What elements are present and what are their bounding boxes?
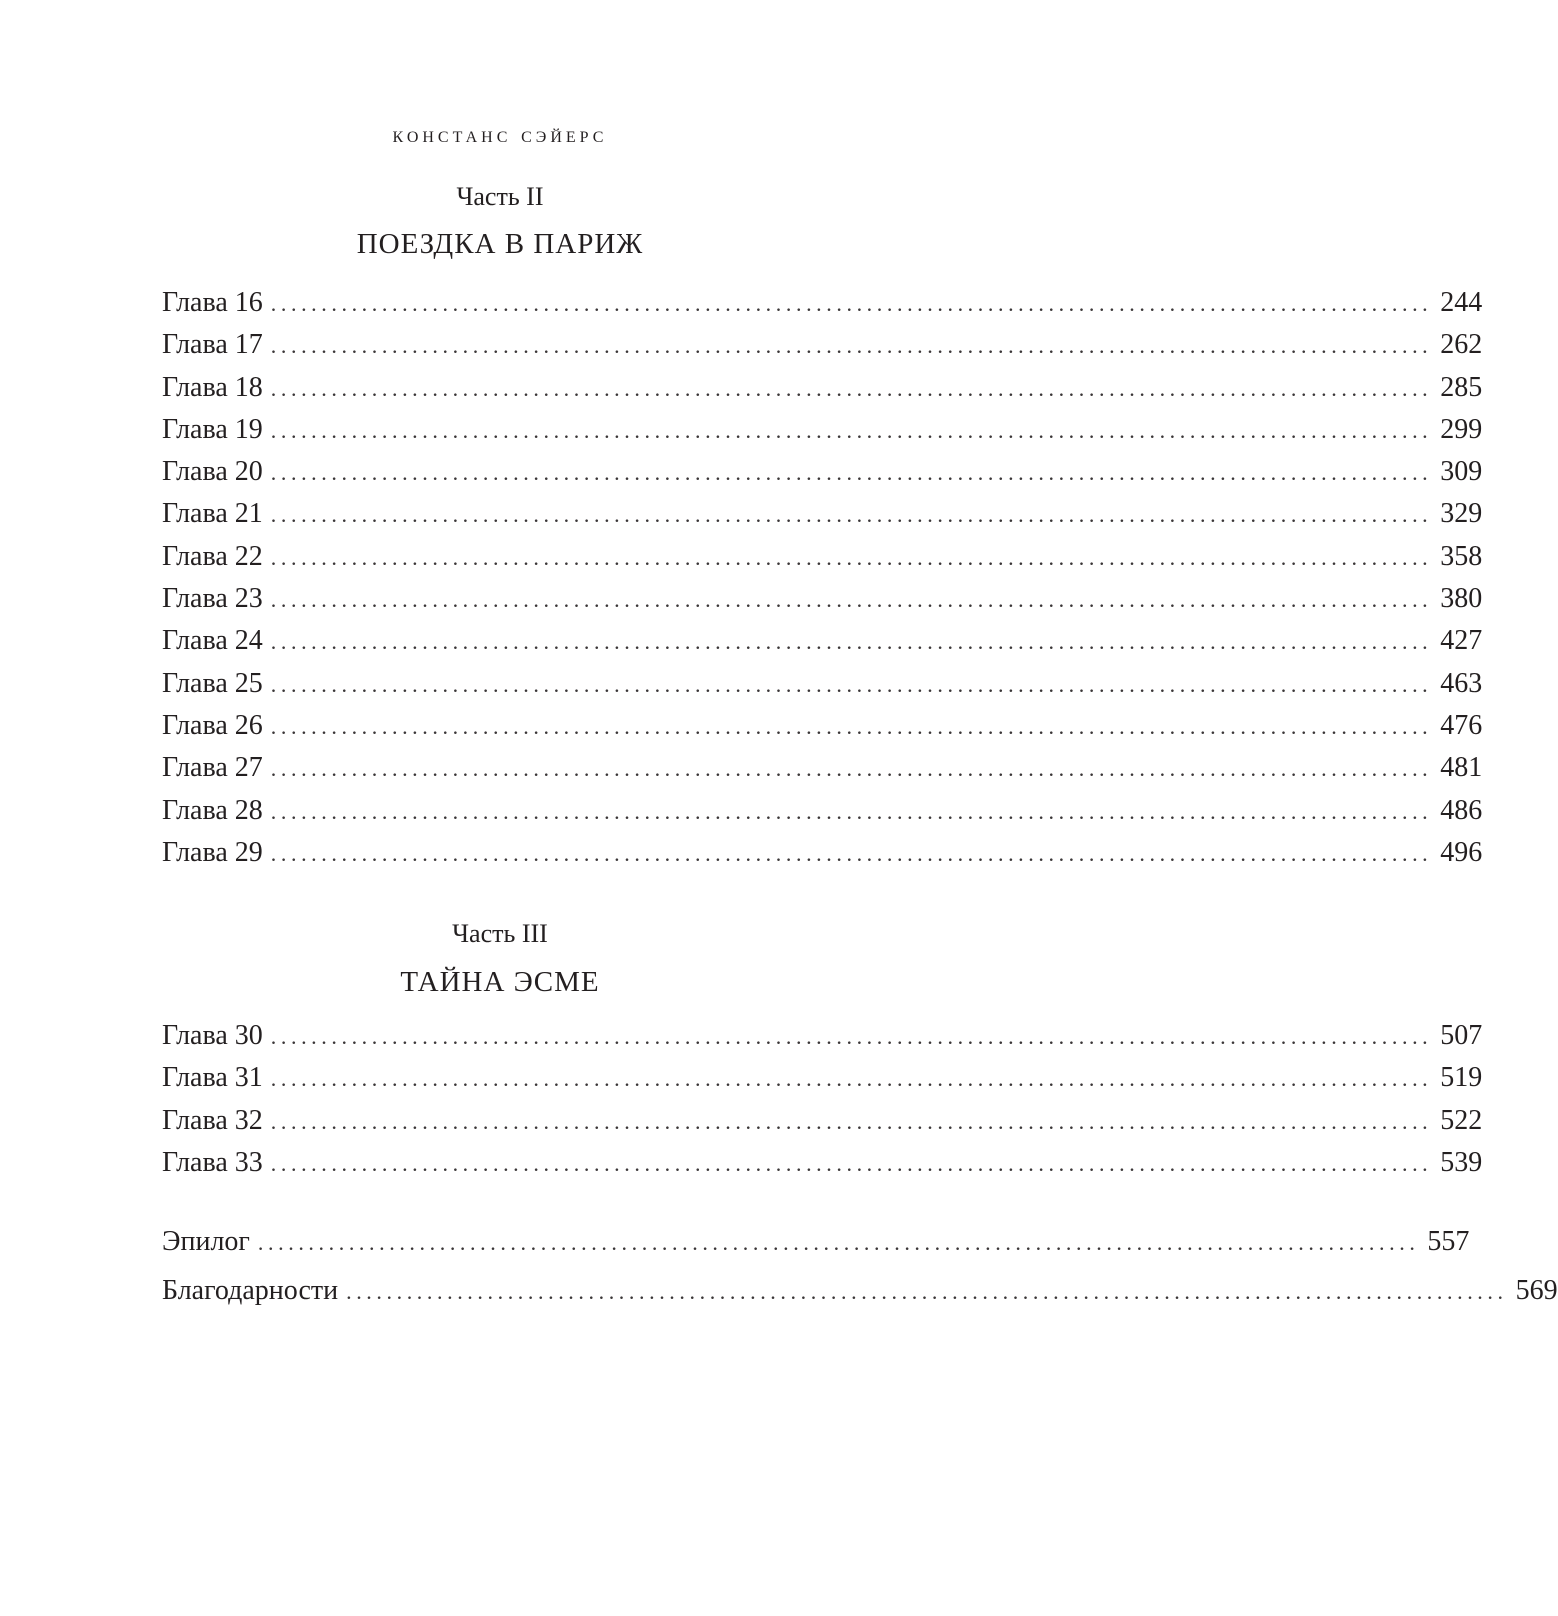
page-number: 309 [1440,456,1483,488]
dot-leader: ................................................................................................................... [270,417,1433,443]
page-number: 481 [1440,752,1483,784]
chapter-label: Глава 29 [162,836,263,868]
chapter-label: Глава 33 [162,1146,263,1178]
page-number: 299 [1440,413,1483,445]
toc-entry[interactable] [162,1057,1483,1099]
page-number: 285 [1440,371,1483,403]
chapter-label: Глава 24 [162,625,263,657]
dot-leader: ................................................................................................................... [257,1230,1420,1255]
toc-entry[interactable] [162,409,1483,451]
back-matter-toc-list [162,1217,1558,1315]
dot-leader: ................................................................................................................... [270,1108,1433,1134]
page-number: 380 [1440,583,1483,615]
chapter-label: Глава 17 [162,329,263,361]
toc-entry[interactable] [162,578,1483,620]
page-number: 262 [1440,329,1483,361]
chapter-label: Глава 26 [162,709,263,741]
dot-leader: ................................................................................................................... [270,840,1433,866]
toc-entry[interactable] [162,832,1483,874]
page-number: 463 [1440,667,1483,699]
toc-entry[interactable] [162,663,1483,705]
toc-entry[interactable] [162,324,1483,366]
dot-leader: ................................................................................................................... [346,1279,1508,1304]
page-number: 329 [1440,498,1483,530]
toc-entry[interactable] [162,282,1483,324]
chapter-label: Глава 23 [162,583,263,615]
page-number: 522 [1440,1104,1483,1136]
chapter-label: Глава 27 [162,752,263,784]
dot-leader: ................................................................................................................... [270,502,1433,528]
chapter-label: Глава 30 [162,1020,263,1051]
page-number: 486 [1440,794,1483,826]
page-number: 496 [1440,836,1483,868]
chapter-label: Глава 21 [162,498,263,530]
part-3-toc-list [162,1015,1483,1184]
toc-entry[interactable] [162,1015,1483,1057]
toc-entry-acknowledgements[interactable] [162,1266,1558,1315]
page-number: 539 [1440,1146,1483,1178]
dot-leader: ................................................................................................................... [270,333,1433,359]
page-number: 557 [1427,1226,1470,1257]
dot-leader: ................................................................................................................... [270,375,1433,401]
toc-entry[interactable] [162,451,1483,493]
part-2-title: ПОЕЗДКА В ПАРИЖ [356,228,644,260]
dot-leader: ................................................................................................................... [270,756,1433,782]
page-number: 476 [1440,709,1483,741]
page-number: 507 [1440,1020,1483,1051]
dot-leader: ................................................................................................................... [270,629,1433,655]
chapter-label: Глава 19 [162,413,263,445]
dot-leader: ................................................................................................................... [270,798,1433,824]
chapter-label: Глава 28 [162,794,263,826]
toc-entry[interactable] [162,493,1483,535]
toc-entry[interactable] [162,1142,1483,1184]
toc-entry[interactable] [162,1100,1483,1142]
part-3-title: ТАЙНА ЭСМЕ [400,966,600,998]
dot-leader: ................................................................................................................... [270,671,1433,697]
toc-entry[interactable] [162,747,1483,789]
toc-entry[interactable] [162,705,1483,747]
page-number: 358 [1440,540,1483,572]
dot-leader: ................................................................................................................... [270,291,1433,316]
toc-entry[interactable] [162,536,1483,578]
epilogue-label: Эпилог [162,1226,250,1257]
chapter-label: Глава 18 [162,371,263,403]
toc-entry-epilogue[interactable] [162,1217,1470,1266]
dot-leader: ................................................................................................................... [270,544,1433,570]
dot-leader: ................................................................................................................... [270,460,1433,486]
chapter-label: Глава 20 [162,456,263,488]
chapter-label: Глава 31 [162,1062,263,1094]
chapter-label: Глава 16 [162,287,263,318]
part-2-toc-list [162,282,1483,874]
dot-leader: ................................................................................................................... [270,1024,1433,1049]
acknowledgements-label: Благодарности [162,1275,339,1306]
dot-leader: ................................................................................................................... [270,1150,1433,1176]
dot-leader: ................................................................................................................... [270,1066,1433,1092]
page-number: 427 [1440,625,1483,657]
page-number: 244 [1440,287,1483,318]
toc-entry[interactable] [162,620,1483,662]
toc-entry[interactable] [162,790,1483,832]
part-3-label: Часть III [452,919,548,948]
chapter-label: Глава 25 [162,667,263,699]
chapter-label: Глава 22 [162,540,263,572]
part-2-label: Часть II [456,182,544,211]
running-head: констанс сэйерс [392,122,608,147]
chapter-label: Глава 32 [162,1104,263,1136]
toc-entry[interactable] [162,367,1483,409]
page-number: 519 [1440,1062,1483,1094]
page-number: 569 [1515,1275,1558,1306]
dot-leader: ................................................................................................................... [270,713,1433,739]
dot-leader: ................................................................................................................... [270,587,1433,613]
